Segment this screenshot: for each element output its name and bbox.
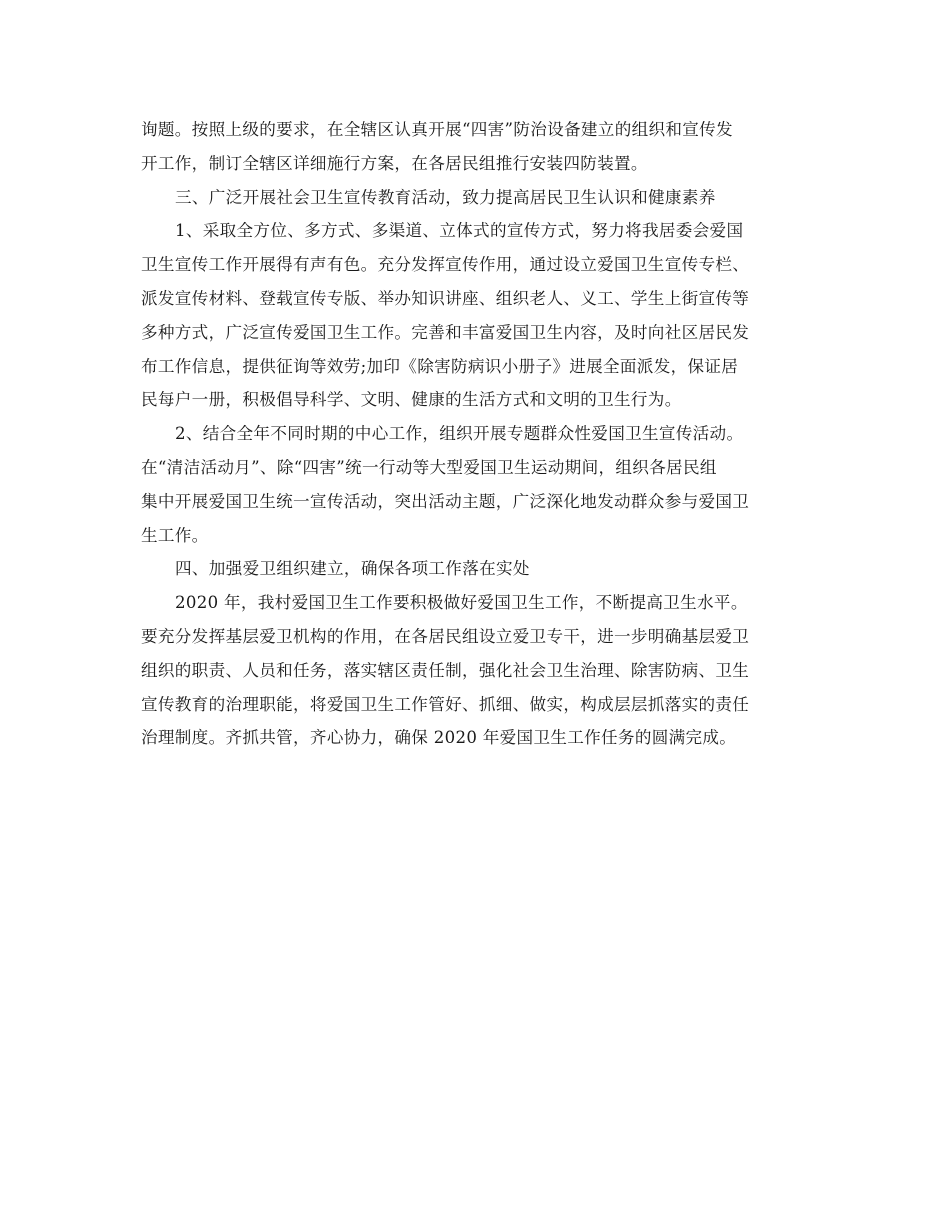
- paragraph-2020-plan: [141, 586, 813, 755]
- text-line: 组织的职责、人员和任务，落实辖区责任制，强化社会卫生治理、除害防病、卫生: [141, 660, 750, 680]
- text-line: 多种方式，广泛宣传爱国卫生工作。完善和丰富爱国卫生内容，及时向社区居民发: [141, 322, 750, 342]
- text-line: 卫生宣传工作开展得有声有色。充分发挥宣传作用，通过设立爱国卫生宣传专栏、: [141, 255, 750, 275]
- text-line: 1、采取全方位、多方式、多渠道、立体式的宣传方式，努力将我居委会爱国: [175, 221, 744, 241]
- text-line: 要充分发挥基层爱卫机构的作用，在各居民组设立爱卫专干，进一步明确基层爱卫: [141, 626, 750, 646]
- text-line: 布工作信息，提供征询等效劳;加印《除害防病识小册子》进展全面派发，保证居: [141, 356, 739, 376]
- text-line: 开工作，制订全辖区详细施行方案，在各居民组推行安装四防装置。: [141, 153, 648, 173]
- heading-line: 四、加强爱卫组织建立，确保各项工作落在实处: [175, 559, 530, 579]
- paragraph-item-two: [141, 417, 813, 552]
- text-line: 在“清洁活动月”、除“四害”统一行动等大型爱国卫生运动期间，组织各居民组: [141, 457, 717, 477]
- heading-line: 三、广泛开展社会卫生宣传教育活动，致力提高居民卫生认识和健康素养: [175, 187, 716, 207]
- text-line: 生工作。: [141, 525, 209, 545]
- text-line: 宣传教育的治理职能，将爱国卫生工作管好、抓细、做实，构成层层抓落实的责任: [141, 694, 750, 714]
- text-line: 民每户一册，积极倡导科学、文明、健康的生活方式和文明的卫生行为。: [141, 390, 682, 410]
- section-heading-four: [141, 552, 813, 586]
- text-line: 派发宣传材料、登载宣传专版、举办知识讲座、组织老人、义工、学生上街宣传等: [141, 288, 750, 308]
- text-line: 治理制度。齐抓共管，齐心协力，确保 2020 年爱国卫生工作任务的圆满完成。: [141, 728, 737, 748]
- text-line: 2、结合全年不同时期的中心工作，组织开展专题群众性爱国卫生宣传活动。: [175, 424, 744, 444]
- paragraph-item-one: [141, 214, 813, 417]
- text-line: 2020 年，我村爱国卫生工作要积极做好爱国卫生工作，不断提高卫生水平。: [175, 593, 748, 613]
- text-line: 集中开展爱国卫生统一宣传活动，突出活动主题，广泛深化地发动群众参与爱国卫: [141, 491, 750, 511]
- section-heading-three: [141, 181, 813, 215]
- text-line: 询题。按照上级的要求，在全辖区认真开展“四害”防治设备建立的组织和宣传发: [141, 120, 733, 139]
- paragraph-continuation: [141, 113, 813, 181]
- document-page: [141, 113, 813, 755]
